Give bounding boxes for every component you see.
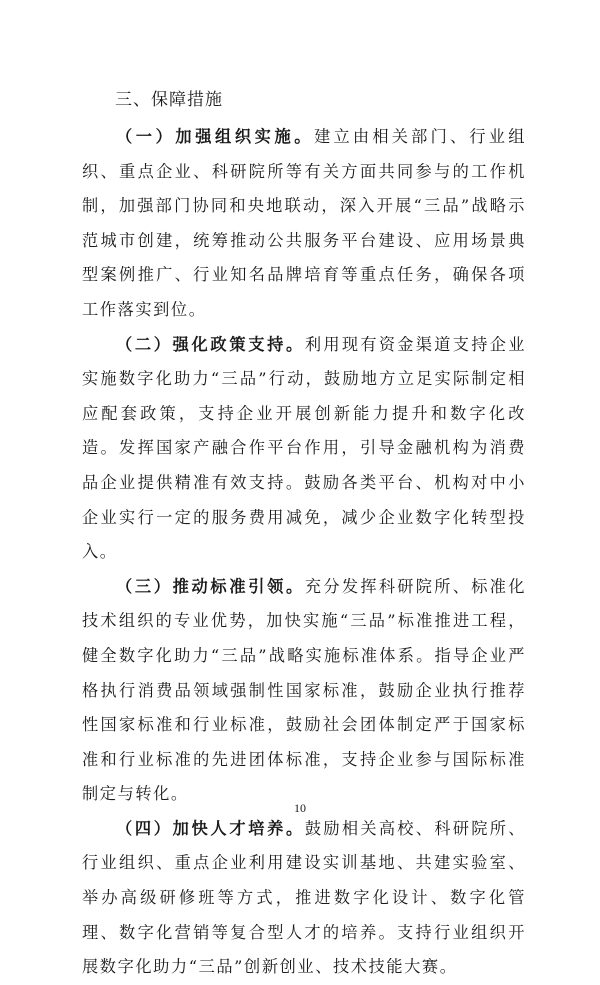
paragraph-standards — [82, 570, 526, 812]
paragraph-organization — [82, 120, 526, 328]
paragraph-lead: （四）加快人才培养。 — [116, 818, 305, 838]
paragraph-lead: （一）加强组织实施。 — [116, 127, 315, 146]
paragraph-text: 建立由相关部门、行业组织、重点企业、科研院所等有关方面共同参与的工作机制，加强部门协同和央地联动，深入开展“三品”战略示范城市创建，统筹推动公共服务平台建设、应用场景典型案例推广、行业知名品牌培育等重点任务，确保各项工作落实到位。 — [82, 127, 526, 319]
paragraph-lead: （三）推动标准引领。 — [116, 576, 305, 596]
paragraph-policy — [82, 328, 526, 570]
section-heading: 三、保障措施 — [115, 90, 223, 110]
page-number: 10 — [294, 801, 306, 815]
paragraph-text: 鼓励相关高校、科研院所、行业组织、重点企业利用建设实训基地、共建实验室、举办高级研修班等方式，推进数字化设计、数字化管理、数字化营销等复合型人才的培养。支持行业组织开展数字化助力“三品”创新创业、技术技能大赛。 — [82, 818, 527, 977]
paragraph-text: 充分发挥科研院所、标准化技术组织的专业优势，加快实施“三品”标准推进工程，健全数字化助力“三品”战略实施标准体系。指导企业严格执行消费品领域强制性国家标准，鼓励企业执行推荐性国家标准和行业标准，鼓励社会团体制定严于国家标准和行业标准的先进团体标准，支持企业参与国际标准制定与转化。 — [82, 576, 527, 804]
paragraph-lead: （二）强化政策支持。 — [116, 334, 305, 354]
paragraph-text: 利用现有资金渠道支持企业实施数字化助力“三品”行动，鼓励地方立足实际制定相应配套政策，支持企业开展创新能力提升和数字化改造。发挥国家产融合作平台作用，引导金融机构为消费品企业提供精准有效支持。鼓励各类平台、机构对中小企业实行一定的服务费用减免，减少企业数字化转型投入。 — [82, 334, 527, 562]
paragraph-talent — [82, 812, 526, 985]
body-text — [82, 120, 526, 985]
